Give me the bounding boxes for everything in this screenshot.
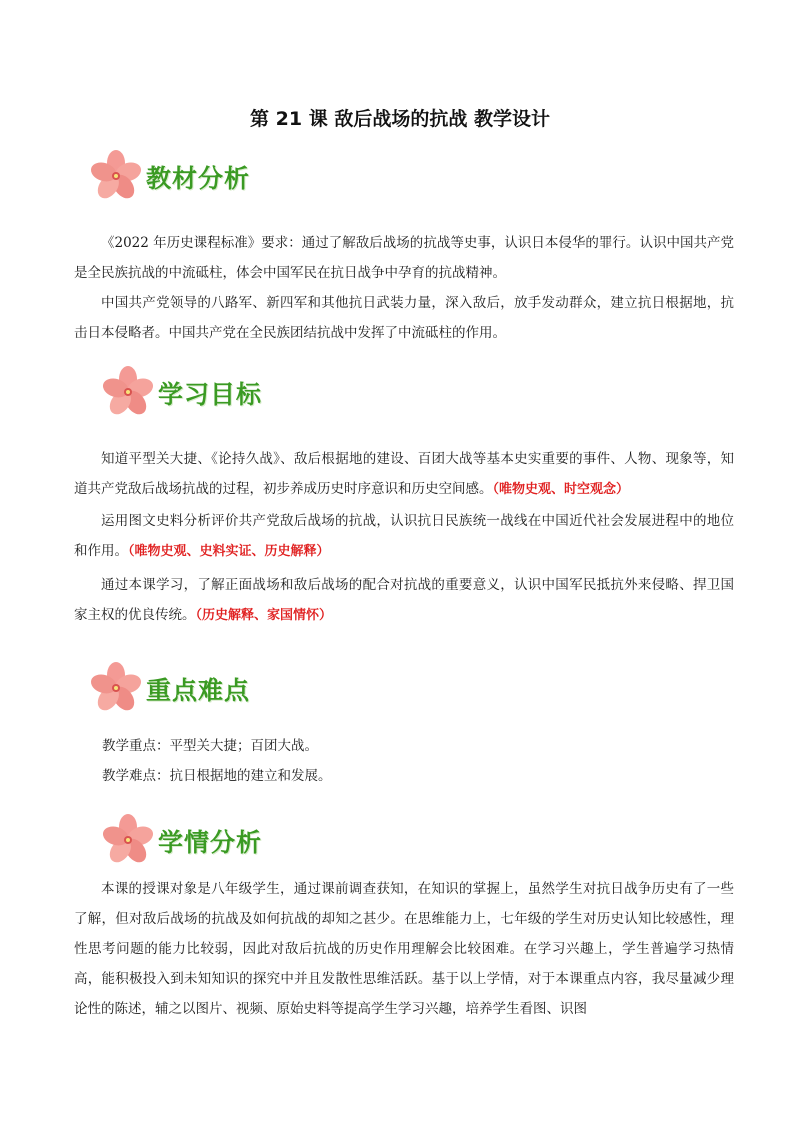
section-header-goals — [100, 364, 360, 424]
teaching-difficulty: 教学难点：抗日根据地的建立和发展。 — [102, 768, 332, 784]
flower-icon — [100, 812, 160, 868]
section-header-students — [100, 812, 360, 872]
flower-icon — [88, 148, 148, 204]
goals-paragraph-1 — [74, 444, 734, 505]
goal-text: 通过本课学习，了解正面战场和敌后战场的配合对抗战的重要意义，认识中国军民抵抗外来侵略、捍卫国家主权的优良传统。 — [74, 577, 734, 623]
goal-text: 运用图文史料分析评价共产党敌后战场的抗战，认识抗日民族统一战线在中国近代社会发展进程中的地位和作用。 — [74, 513, 734, 559]
section-title: 重点难点 — [146, 676, 251, 705]
document-title: 第 21 课 敌后战场的抗战 教学设计 — [250, 108, 550, 130]
section-title: 学情分析 — [158, 828, 263, 857]
core-competency-tag: （唯物史观、时空观念） — [492, 482, 630, 497]
section-header-analysis — [88, 148, 348, 208]
section-title: 学习目标 — [158, 380, 263, 409]
analysis-paragraph-1: 《2022 年历史课程标准》要求：通过了解敌后战场的抗战等史事，认识日本侵华的罪行。认识中国共产党是全民族抗战的中流砥柱，体会中国军民在抗日战争中孕育的抗战精神。 — [74, 235, 734, 281]
teaching-focus: 教学重点：平型关大捷；百团大战。 — [102, 738, 318, 754]
flower-icon — [100, 364, 160, 420]
core-competency-tag: （唯物史观、史料实证、历史解释） — [128, 544, 330, 559]
students-paragraph-1: 本课的授课对象是八年级学生，通过课前调查获知，在知识的掌握上，虽然学生对抗日战争历史有了一些了解，但对敌后战场的抗战及如何抗战的却知之甚少。在思维能力上，七年级的学生对历史认知比较感性，理性思考问题的能力比较弱，因此对敌后抗战的历史作用理解会比较困难。在学习兴趣上，学生普遍学习热情高，能积极投入到未知知识的探究中并且发散性思维活跃。基于以上学情，对于本课重点内容，我尽量减少理论性的陈述，辅之以图片、视频、原始史料等提高学生学习兴趣，培养学生看图、识图 — [74, 881, 734, 1017]
goals-paragraph-3 — [74, 570, 734, 631]
goals-paragraph-2 — [74, 506, 734, 567]
flower-icon — [88, 660, 148, 716]
section-header-keypoints — [88, 660, 348, 720]
analysis-paragraph-2: 中国共产党领导的八路军、新四军和其他抗日武装力量，深入敌后，放手发动群众，建立抗日根据地，抗击日本侵略者。中国共产党在全民族团结抗战中发挥了中流砥柱的作用。 — [74, 295, 734, 341]
section-title: 教材分析 — [146, 164, 251, 193]
core-competency-tag: （历史解释、家国情怀） — [195, 608, 333, 623]
goal-text: 知道平型关大捷、《论持久战》、敌后根据地的建设、百团大战等基本史实重要的事件、人物、现象等，知道共产党敌后战场抗战的过程，初步养成历史时序意识和历史空间感。 — [74, 451, 734, 497]
